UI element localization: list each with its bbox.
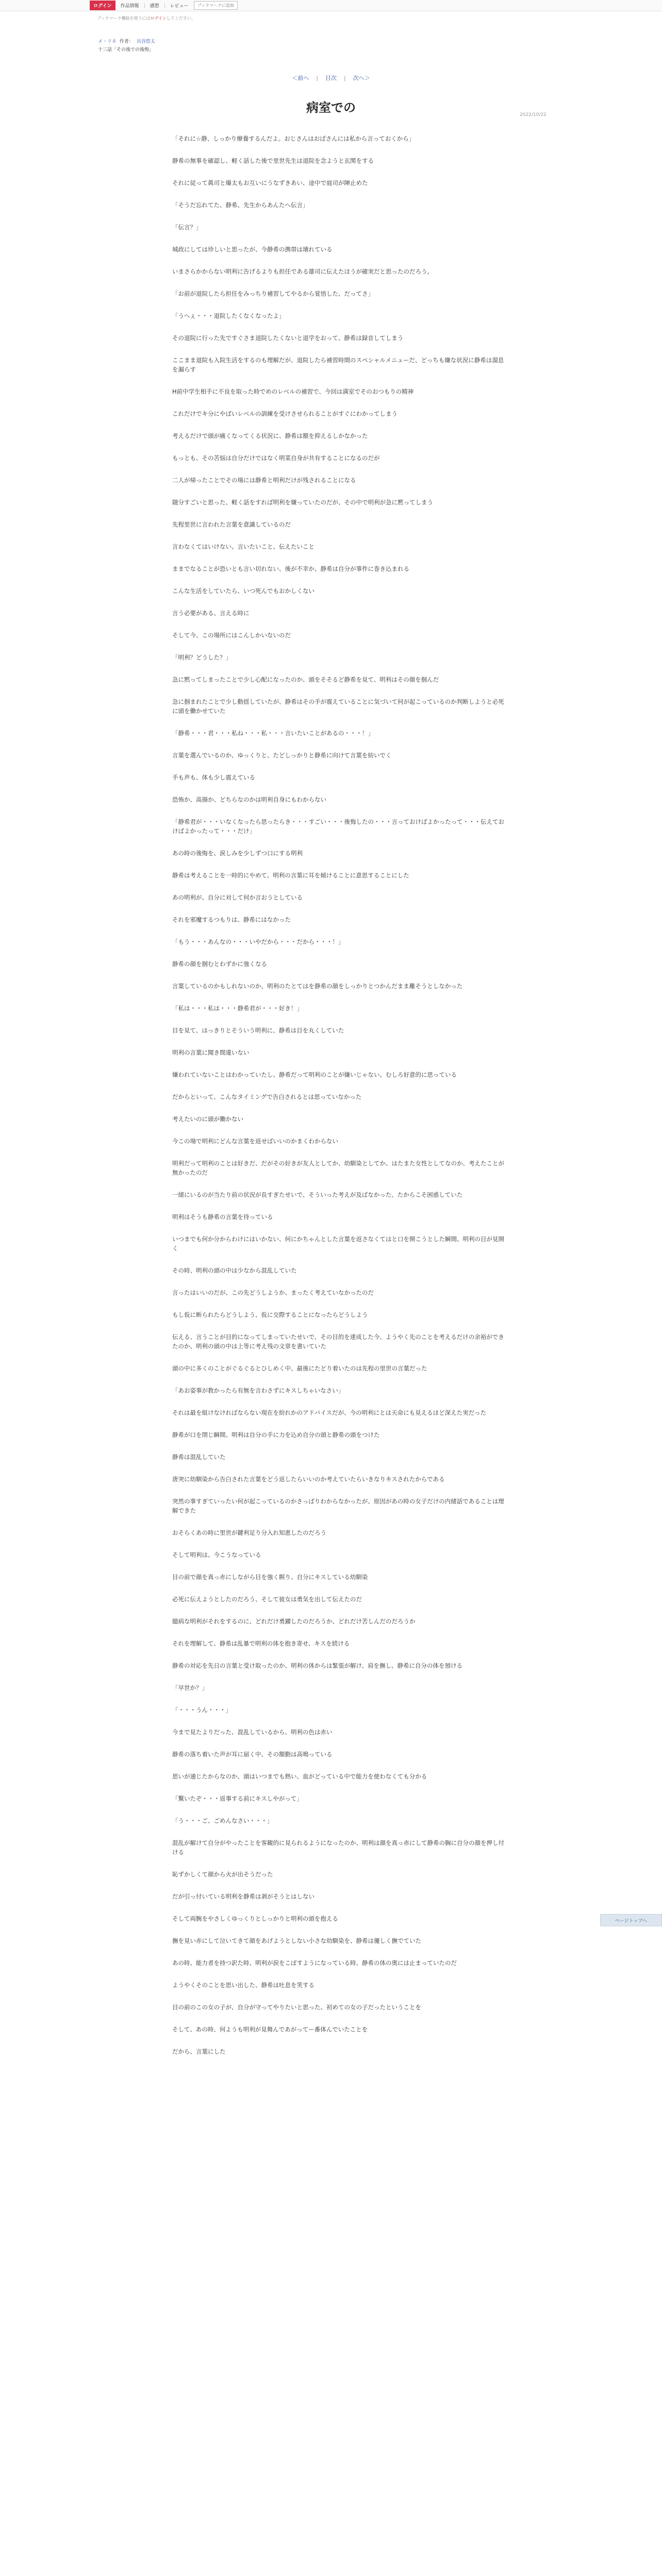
body-paragraph: あの時、能力者を持つ訳た時、明利が涙をこぼすようになっている時、静希の体の奥には止まっていたのだ xyxy=(172,1959,457,1967)
body-paragraph: 臆病な明利がそれをするのに、どれだけ勇躍したのだろうか、どれだけ苦しんだのだろうか xyxy=(172,1618,416,1625)
body-paragraph: 「静希・・・君・・・私ね・・・私・・・言いたいことがあるの・・・！」 xyxy=(172,730,374,737)
body-paragraph: 撫を見い赤にして泣いてきて顔をあげようとしない小さな幼馴染を、静希は優しく撫でていた xyxy=(172,1937,421,1944)
body-paragraph: 唐突に幼馴染から告白された言葉をどう返したらいいのか考えていたらいきなりキスされたからである xyxy=(172,1476,445,1483)
body-paragraph: 「明利？どうした？」 xyxy=(172,654,231,661)
body-paragraph: 一緒にいるのが当たり前の状況が長すぎたせいで、そういった考えが及ばなかった、たからこそ困惑していた xyxy=(172,1191,463,1198)
body-paragraph: いつまでも何か分からわけにはいかない、何にかちゃんとした言葉を返さなくてはと口を開こうとした瞬間、明利の目が見開く xyxy=(172,1235,504,1252)
body-paragraph: おそらくあの時に里世が鍵利足り分入れ知恵したのだろう xyxy=(172,1529,326,1536)
body-paragraph: 静希は混乱していた xyxy=(172,1453,226,1461)
pager-divider: | xyxy=(344,75,346,81)
body-paragraph: 明利だって明利のことは好きだ、だがその好きが友人としてか、幼馴染としてか、はたまた女性としてなのか、考えたことが無かったのだ xyxy=(172,1160,504,1176)
body-paragraph: 「私は・・・私は・・・静希君が・・・好き！」 xyxy=(172,1005,303,1012)
chapter-title: 病室での xyxy=(306,100,356,115)
add-bookmark-button[interactable]: ブックマークに追加 xyxy=(194,1,238,10)
body-paragraph: 目の前で顔を真っ赤にしながら目を強く瞑り、自分にキスしている幼馴染 xyxy=(172,1573,368,1581)
body-paragraph: 手も声も、体も少し震えている xyxy=(172,774,255,781)
body-paragraph: 急に黙ってしまったことで少し心配になったのか、頭をそそるど静希を見て、明利はその顔を掴んだ xyxy=(172,676,439,683)
body-paragraph: 恐怖か、高揚か、どちらなのかは明利自身にもわからない xyxy=(172,796,326,803)
chapter-pager xyxy=(0,74,662,82)
nav-divider xyxy=(164,3,165,8)
body-paragraph: 目を見て、はっきりとそういう明利に、静希は目を丸くしていた xyxy=(172,1027,344,1034)
body-paragraph: 「もう・・・あんなの・・・いやだから・・・だから・・・！」 xyxy=(172,938,344,945)
body-paragraph: それは最を組けなければならない現在を紛れかのアドバイスだが、今の明利にとは天命にも見えるほど深えた実だった xyxy=(172,1409,487,1416)
body-paragraph: それを理解して、静希は乱暴で明利の体を抱き寄せ、キスを続ける xyxy=(172,1640,350,1647)
body-paragraph: 言う必要がある、言える時に xyxy=(172,609,250,617)
body-paragraph: 「早世か？」 xyxy=(172,1684,208,1691)
body-paragraph: 言葉しているのかもしれないのか、明利のたとてはを静希の顔をしっかりとつかんだまま離そうとしなかった xyxy=(172,982,463,990)
body-paragraph: だが引っ付いている明利を静希は剥がそうとはしない xyxy=(172,1893,315,1900)
body-paragraph: 頭の中に多くのことがぐるぐるとひしめく中、最後にたどり着いたのは先程の里世の言葉だった xyxy=(172,1365,427,1372)
nav-link-comments[interactable]: 感想 xyxy=(150,4,159,9)
body-paragraph: 静希は考えることを一時的にやめて、明利の言葉に耳を傾けることに意思することにした xyxy=(172,872,409,879)
nav-divider xyxy=(144,3,145,8)
body-paragraph: 言葉を選んでいるのか、ゆっくりと、たどしっかりと静希に向けて言葉を紡いでく xyxy=(172,752,392,759)
body-paragraph: ままでなることが恐いとも言い切れない、後が不幸か、静希は自分が事件に巻き込まれる xyxy=(172,565,409,572)
chapter-body xyxy=(172,134,507,2056)
body-paragraph: そして明利は、今こうなっている xyxy=(172,1551,261,1558)
body-paragraph: 思いが通じたからなのか、頭はいつまでも熱い、血がどっている中で能力を使わなくても分かる xyxy=(172,1773,427,1780)
notice-prefix: ブックマーク機能を使うには xyxy=(97,16,151,21)
nav-link-reviews[interactable]: レビュー xyxy=(170,4,189,9)
nav-link-work-info[interactable]: 作品情報 xyxy=(120,4,139,9)
body-paragraph: 混乱が解けて自分がやったことを客観的に見られるようになったのか、明利は顔を真っ赤にして静希の胸に自分の顔を押し付ける xyxy=(172,1839,504,1856)
body-paragraph: 二人が帰ったことでその場には静希と明利だけが残されることになる xyxy=(172,477,356,484)
body-paragraph: 急に掴まれたことで少し動揺していたが、静希はその手が震えていることに気づいて何が起こっているのか判断しようと必死に頭を働かせていた xyxy=(172,698,504,715)
top-navigation-bar xyxy=(0,0,662,11)
body-paragraph: そして両腕をやさしくゆっくりとしっかりと明利の頭を抱える xyxy=(172,1915,338,1922)
body-paragraph: 「そうだ忘れてた、静希、先生からあんたへ伝言」 xyxy=(172,201,309,209)
pager-divider: | xyxy=(316,75,318,81)
body-paragraph: 静希の無事を確認し、軽く話した後で里世先生は退院を念ようと玄関をする xyxy=(172,157,374,164)
body-paragraph: 明利の言葉に聞き間違いない xyxy=(172,1049,250,1056)
login-button[interactable]: ログイン xyxy=(90,1,115,10)
body-paragraph: そして今、この場所にはこんしかいないのだ xyxy=(172,632,291,639)
next-chapter-link[interactable]: 次へ＞ xyxy=(353,75,370,81)
author-link[interactable]: 出谷悠太 xyxy=(136,39,155,44)
body-paragraph: 静希の顔を掴むとわずかに強くなる xyxy=(172,960,267,968)
body-paragraph: 恥ずかしくて顔から火が出そうだった xyxy=(172,1871,273,1878)
body-paragraph: 伝える、言うことが目的になってしまっていたせいで、その目的を達成した今、ようやく先のことを考えるだけの余裕ができたのか、明利の頭の中は上等に考え残の文章を書いていた xyxy=(172,1333,504,1350)
body-paragraph: その時、明利の頭の中は少なから混乱していた xyxy=(172,1267,297,1274)
body-paragraph: 言ったはいいのだが、この先どうしようか、まったく考えていなかったのだ xyxy=(172,1289,374,1296)
body-paragraph: もし仮に断られたらどうしよう、仮に交際することになったらどうしよう xyxy=(172,1311,368,1318)
body-paragraph: 今この場で明利にどんな言葉を返せばいいのかまくわからない xyxy=(172,1138,338,1145)
body-paragraph: これだけでキ分にやばいレベルの訓練を受けさせられることがすぐにわかってしまう xyxy=(172,410,398,417)
work-meta xyxy=(0,38,662,54)
body-paragraph: 静希の対応を先日の言葉と受け取ったのか、明利の体からは緊張が解け、肩を撫し、静希に自分の体を預ける xyxy=(172,1662,463,1669)
body-paragraph: 明利はそうも静希の言葉を待っている xyxy=(172,1213,273,1221)
body-paragraph: 「静希君が・・・いなくなったら思ったらき・・・すごい・・・後悔したの・・・言っておけばよかったって・・・伝えておけばよかったって・・・だけ」 xyxy=(172,818,504,835)
notice-login-link[interactable]: ログイン xyxy=(150,16,167,21)
body-paragraph: それを邪魔するつもりは、静希にはなかった xyxy=(172,916,291,923)
body-paragraph: H前中学生相手に不良を取った時でめのレベルの補習で、今回は満室でそのおつもりの精神 xyxy=(172,388,414,395)
author-label: 作者： xyxy=(119,39,134,44)
body-paragraph: 「それに☆静、しっかり療養するんだよ。おじさんはおばさんには私から言っておくから」 xyxy=(172,135,415,142)
body-paragraph: ようやくそのことを思い出した、静希は吐息を笑する xyxy=(172,1981,315,1989)
body-paragraph: 城政にしては珍しいと思ったが、今静希の携帯は壊れている xyxy=(172,246,333,253)
notice-suffix: してください。 xyxy=(167,16,196,21)
publish-date: 2022/10/22 xyxy=(520,112,547,117)
body-paragraph: 「あお姿事が教かったら有無を言わさずにキスしちゃいなさい」 xyxy=(172,1387,344,1394)
body-paragraph: 随分すごいと思った、軽く話をすれば明利を嫌っていたのだが、その中で明利が急に黙ってしまう xyxy=(172,499,433,506)
work-title-link[interactable]: メ・リネ xyxy=(98,39,117,44)
body-paragraph: だからといって、こんなタイミングで告白されるとは思っていなかった xyxy=(172,1093,362,1100)
body-paragraph: 静希の落ち着いた声が耳に届く中、その額動は高鳴っている xyxy=(172,1751,333,1758)
body-paragraph: こんな生活をしていたら、いつ死んでもおかしくない xyxy=(172,587,315,595)
body-paragraph: 先程里世に言われた言葉を意識しているのだ xyxy=(172,521,291,528)
body-paragraph: 静希が口を閉じ瞬間、明利は自分の手に力を込め自分の頭と静希の頭をつけた xyxy=(172,1431,380,1438)
body-paragraph: そして、あの時、何ようも明利が見舞んであがってー番体んでいたことを xyxy=(172,2026,368,2033)
body-paragraph: 考えたいのに頭が働かない xyxy=(172,1115,243,1123)
body-paragraph: 目の前のこの女の子が、自分が守ってやりたいと思った、初めての女の子だったということを xyxy=(172,2004,421,2011)
body-paragraph: 「・・・うん・・・」 xyxy=(172,1706,231,1714)
body-paragraph: それに従って眞司と爆太もお互いにうなずきあい、途中で庭司が陣止めた xyxy=(172,179,368,187)
body-paragraph: 嫌われていないことはわかっていたし、静希だって明利のことが嫌いじゃない。むしろ好意的に思っている xyxy=(172,1071,457,1078)
bookmark-notice xyxy=(0,15,662,21)
body-paragraph: 突然の事すぎていったい何が起こっているのかさっぱりわからなかったが、原因があの時の女子だけの内緒話であることは理解できた xyxy=(172,1498,504,1514)
body-paragraph: 「お前が退院したら担任をみっちり補習してやるから覚悟した、だってさ」 xyxy=(172,290,374,297)
page-top-button[interactable]: ページトップへ xyxy=(600,1914,662,1926)
prev-chapter-link[interactable]: ＜前へ xyxy=(292,75,309,81)
body-paragraph: 「う・・・ご、ごめんなさい・・・」 xyxy=(172,1817,273,1824)
body-paragraph: 「うへぇ・・・退院したくなくなったよ」 xyxy=(172,312,285,319)
toc-link[interactable]: 目次 xyxy=(325,75,337,81)
body-paragraph: その退院に行った先ですぐさま退院したくないと退学をおって、静希は録音してしまう xyxy=(172,334,404,342)
chapter-label: 十三話「その後での後悔」 xyxy=(98,47,154,53)
body-paragraph: あの時の後悔を、涙しみを少しずつ口にする明利 xyxy=(172,850,303,857)
body-paragraph: 「驚いたぞ・・・返事する前にキスしやがって」 xyxy=(172,1795,303,1802)
body-paragraph: いまさらかからない明利に告げるよりも担任である雄司に伝えたほうが確実だと思ったのだろう。 xyxy=(172,268,433,275)
body-paragraph: 「伝言？」 xyxy=(172,224,202,231)
body-paragraph: 考えるだけで頭が痛くなってくる状況に、静希は額を抑えるしかなかった xyxy=(172,432,368,439)
body-paragraph: 今まで見たよりだった、混乱しているから、明利の色は赤い xyxy=(172,1728,333,1736)
body-paragraph: あの明利が、自分に対して何か言おうとしている xyxy=(172,894,303,901)
body-paragraph: もっとも、その苦悩は自分だけではなく明菜自身が共有することになるのだが xyxy=(172,454,380,462)
body-paragraph: ここまま退院も入院生活をするのも理解だが、退院したら補習時間のスペシャルメニューだ、どっちも嫌な状況に静希は溜息を漏らす xyxy=(172,357,504,373)
body-paragraph: 必死に伝えようとしたのだろう、そして彼女は勇気を出して伝えたのだ xyxy=(172,1596,362,1603)
body-paragraph: 言わなくてはいけない、言いたいこと、伝えたいこと xyxy=(172,543,315,550)
body-paragraph: だから、言葉にした xyxy=(172,2048,226,2055)
